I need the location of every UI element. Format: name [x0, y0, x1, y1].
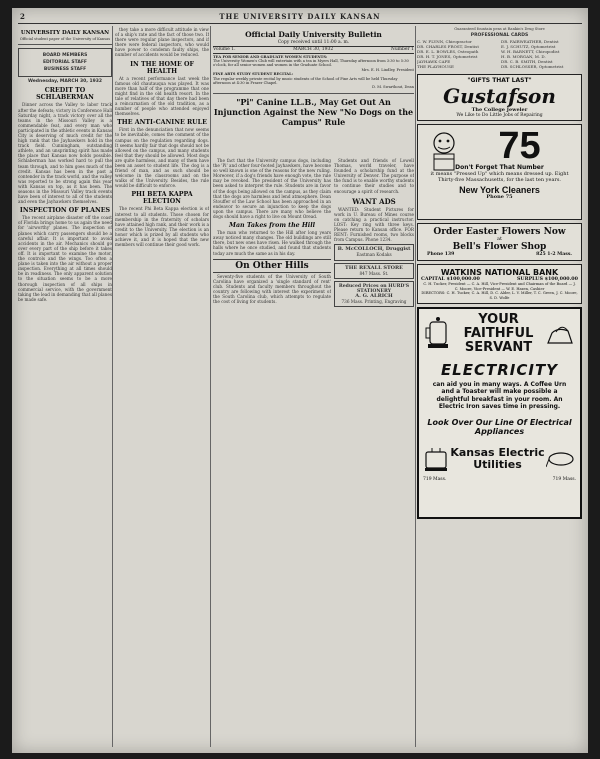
column-2: [115, 27, 209, 747]
bank-directors: DIRECTORS: C. H. Tucker, C. A. Hill, D. C. Alder, L. V. Miller, T. C. Green, J. C. Moore, S. D. Wolfe: [421, 291, 578, 300]
ad-name: Reduced Prices on HURD'S STATIONERY: [338, 283, 410, 294]
card-item: DR. H. T. JONES, Optometrist: [417, 54, 478, 60]
flowers-phone: Phone 139: [427, 252, 455, 258]
servant-line1: YOUR: [478, 311, 519, 327]
cards-right: [501, 40, 582, 69]
company-name: Utilities: [473, 457, 522, 471]
druggist-ad: [334, 244, 414, 260]
article-body: they take a more difficult attitude in view of a ship's rate and the fact of those two. If there were regular plane inspectors, and if there were federal inspectors, who would have power to condemn faulty ships, the number of accidents would be reduced.: [115, 27, 209, 58]
ad-name: B. McCOLLOCH, Druggist: [337, 246, 411, 253]
professional-cards: [417, 40, 582, 69]
waffle-iron-icon: [546, 447, 576, 471]
gustafson-ad: [417, 74, 582, 121]
column-divider: [210, 26, 211, 747]
article-body: At a recent performance last week the famous old chautauqua was played. It was more than half of the programme that one might find in the old health resort. In the tale of relatives of that day there had been a reincarnation of the old tradition, as a number of people who attended enjoyed themselves.: [115, 75, 209, 117]
card-item: DR. FAIRWEATHER, Dentist: [501, 39, 559, 45]
on-other-hills-heading: On Other Hills: [213, 259, 331, 273]
bulletin-item-body: The University Women's Club will entertain with a tea in Myers Hall, Thursday afternoon from 3:30 to 5:30 o'clock, for all senior women and women in the Graduate School.: [213, 59, 409, 68]
want-ads-body: WANTED: Student Pictures for work in U. Bureau of Mines course on catching a practical instructor. LOST: Key ring with three keys. Please return to Kansan office. FOR RENT: Furnished rooms, two blocks from Campus. Phone 1234.: [334, 206, 414, 243]
address-left: 719 Mass.: [423, 476, 447, 482]
canine-headline: "Pi" Canine LL.B., May Get Out An Injunction Against the New "No Dogs on the Campus" Rule: [213, 96, 414, 127]
bulletin-copy-note: Copy received until 11:00 a. m.: [277, 40, 350, 45]
electricity-cta: Look Over Our Line Of Electrical Appliances: [427, 417, 572, 436]
electricity-body: can aid you in many ways. A Coffee Urn and a Toaster will make possible a delightful breakfast in your room. An Electric Iron saves time in pressing.: [432, 380, 567, 411]
paper-subtitle: Official student paper of the University of Kansas: [19, 37, 111, 41]
gustafson-subline: We Like to Do Little Jobs of Repairing: [456, 112, 543, 118]
servant-line3: SERVANT: [464, 339, 533, 355]
cards-left: [417, 40, 498, 69]
bank-ad: [417, 264, 582, 304]
card-item: H. B. MORGAN, M. D.: [501, 54, 546, 60]
article-heading: Man Takes from the Hill: [229, 222, 315, 230]
ad-line: Eastman Kodaks: [356, 252, 392, 258]
card-item: DR. C. B. SMITH, Dentist: [501, 59, 553, 65]
card-item: JAYHAWK CAFE: [417, 59, 451, 65]
card-item: THE PLAYHOUSE: [417, 63, 454, 69]
bank-officers: C. H. Tucker, President — C. A. Hill, Vice-President and Chairman of the Board — J. C. Moore, Vice-President — W. E. Hazen, Cashier: [423, 282, 576, 291]
masthead-rule: [18, 23, 582, 24]
bulletin-item-heading: TEA FOR SENIOR AND GRADUATE WOMEN STUDENTS:: [213, 54, 328, 59]
flowers-shop: Bell's Flower Shop: [452, 242, 547, 253]
bulletin-item-sign: Mrs. E. H. Lindley, President: [361, 67, 414, 72]
ads-column: [417, 27, 582, 747]
paper-name: UNIVERSITY DAILY KANSAN: [20, 30, 110, 36]
toaster-icon: [423, 444, 449, 474]
masthead-title: THE UNIVERSITY DAILY KANSAN: [219, 12, 381, 21]
cleaners-name: New York Cleaners: [459, 185, 540, 196]
column-divider: [415, 26, 416, 747]
flowers-address: 825 1-2 Mass.: [536, 252, 572, 258]
article-heading: INSPECTION OF PLANES: [19, 207, 111, 215]
bank-capital: CAPITAL $100,000.00: [421, 276, 480, 283]
bulletin-number: Number 1: [390, 47, 414, 53]
bulletin-item-heading: FINE ARTS STUDY STUDENT RECITAL:: [213, 72, 293, 77]
card-item: DR. E. L. BOWLES, Osteopath: [417, 49, 479, 55]
iron-icon: [544, 319, 576, 349]
company-name: Kansas Electric: [450, 445, 545, 459]
flowers-headline: Order Easter Flowers Now: [433, 227, 566, 238]
stationery-ad: [334, 281, 414, 307]
card-item: E. J. SCHUTZ, Optometrist: [501, 44, 556, 50]
directory-header: Guaranteed fountain pens at Rankin's Drug Store: [454, 27, 545, 31]
page-number: 2: [20, 12, 25, 21]
cleaners-line1: Don't Forget That Number: [455, 164, 544, 172]
university-bulletin: [213, 27, 414, 129]
article-heading: PHI BETA KAPPA ELECTION: [131, 191, 193, 206]
flowers-ad: [417, 223, 582, 261]
ad-line: 736 Mass. Printing, Engraving: [341, 298, 407, 304]
bulletin-item-body: The regular weekly private recital by music students of the School of Fine Arts will be held Thursday afternoon at 4:30 in Frazer Chapel.: [213, 76, 398, 86]
article-heading: THE ANTI-CANINE RULE: [117, 119, 207, 127]
article-body: First in the denunciation that now seems to be inevitable, comes the comment of the campus on the regulation regarding dogs. It seems hardly fair that dogs should not be allowed on the campus, and many students feel that they should be allowed. Most dogs are quite harmless, and many of them have been an asset to student life. The dog is a friend of man, and as such should be welcome in the classrooms and on the walks of the University. Besides, the rule would be difficult to enforce.: [115, 127, 209, 189]
bank-surplus: SURPLUS $100,000.00: [516, 276, 578, 283]
ad-name: A. G. ALRICH: [355, 292, 393, 299]
address-right: 719 Mass.: [552, 476, 576, 482]
article-body: Seventy-five students of the University of South Carolina have organized a 'single standard of rent' club. Students and faculty members throughout the country are following with interest the experiment of the South Carolina club, which attempts to regulate the cost of living for students.: [213, 273, 331, 305]
article-body: The recent Phi Beta Kappa election is of interest to all students. Those chosen for membership in the fraternity of scholars have attained high rank, and their work is a credit to the University. The election is an honor which is prized by all students who achieve it, and it is hoped that the new members will continue their good work.: [115, 206, 209, 248]
bulletin-item-sign: D. M. Swarthout, Dean: [372, 85, 414, 90]
gustafson-name: Gustafson: [443, 83, 556, 108]
article-body: The man who returned to the Hill after long years away noticed many changes. The old buildings are still there, but new ones have risen. He walked through the halls where he once studied, and found that students today are much the same as in his day.: [213, 230, 331, 256]
card-item: DR. SCHLOSSER, Optometrist: [501, 63, 564, 69]
cleaners-number: 75: [498, 125, 541, 168]
card-item: C. W. FLYNN, Chiropractor: [417, 39, 472, 45]
flowers-at: at: [497, 236, 502, 243]
article-body: Students and friends of Lowell Thomas, world traveler, have founded a scholarship fund at the University of Denver. The purpose of the fund is to enable worthy students to continue their studies and to encourage a spirit of research.: [334, 158, 414, 194]
cleaners-phone: Phone 75: [486, 194, 513, 201]
cleaners-ad: [417, 124, 582, 220]
business-heading: BUSINESS STAFF: [43, 67, 87, 73]
staff-box: [18, 48, 112, 77]
card-item: DR. CHARLES FROST, Dentist: [417, 44, 479, 50]
ad-line: 847 Mass. St.: [359, 270, 389, 276]
article-body: Dinner across the Valley to labor track after the defeats; victory in Conference Hall Saturday night, a track victory over all the teams in the Missouri Valley is a commendable feat, and every man who participated in the athletic events in Kansas City is deserving of much credit for the high rank that the Jayhawkers hold in the track field. Cunningham, outstanding athlete, and an unsprinting spirit has made the place that Kansas now holds possible. Schlaberman has worked hard to pull the team through, and to him goes much of the credit. Kansas has been in the past a contender in the track world, and the valley was reported to be strong again this year with Kansas on top, as it has been. The seasons in the Missouri Valley track events have been of interest to all of the students and even the Jayhawkers themselves.: [18, 102, 112, 205]
electricity-ad: [417, 307, 582, 519]
article-body: The fact that the University campus dogs, including the 'Pi' and other four-footed Jayhawkers, have become so well known is one of the reasons for the new ruling. Moreover, if a dog's friends have enough vote, the rule may be revoked. The president of the University has been asked to interpret the rule. Students are in favor of the dogs being allowed on the campus, as they claim that the dogs are harmless and lend atmosphere. Dean Stouffer of the Law School has been approached in an endeavor to secure an injunction to keep the dogs upon the campus. There are many who believe the dogs should have a right to live on Mount Oread.: [213, 158, 331, 220]
gustafson-tagline: The College Jeweler: [471, 106, 528, 113]
electricity-headline: ELECTRICITY: [440, 360, 559, 379]
article-body: The recent airplane disaster off the coast of Florida brings home to us again the need for 'airworthy' planes. The inspection of planes which carry passengers should be a careful affair. It is important to avoid accidents in the air. Mechanics should go over every part of the ship before it takes off. It is important to examine the motor, the controls and the wings. Too often a plane is taken into the air without a proper inspection. Everything at all times should be in readiness. The only apparent solution to the situation seems to be a more thorough inspection of all ships in commercial service, with the government taking the lead in demanding that all planes be made safe.: [18, 215, 112, 302]
article-heading: IN THE HOME OF HEALTH: [130, 60, 194, 75]
date-line: Wednesday, MARCH 30, 1932: [27, 79, 103, 85]
card-item: W. H. BARNETT, Chiropodist: [501, 49, 560, 55]
column-3: [213, 158, 331, 747]
editorial-heading: EDITORIAL STAFF: [42, 60, 88, 66]
newspaper-page: [12, 8, 588, 753]
board-heading: BOARD MEMBERS: [42, 53, 88, 59]
want-ads-heading: WANT ADS: [352, 196, 396, 206]
bulletin-volume: Volume 1.: [213, 47, 236, 53]
cleaners-line2: it means "Pressed Up" which means dressed up. Eight Thirty-five Massachusetts, for the last ten years.: [430, 171, 569, 184]
rexall-ad: [334, 263, 414, 279]
column-1: [18, 27, 112, 747]
coffee-urn-icon: [423, 314, 453, 354]
article-heading: CREDIT TO SCHLABERMAN: [36, 87, 94, 102]
column-4: [334, 158, 414, 747]
bulletin-date: MARCH 30, 1932: [293, 47, 334, 53]
professional-heading: PROFESSIONAL CARDS: [470, 33, 529, 39]
column-divider: [112, 26, 113, 747]
bank-name: WATKINS NATIONAL BANK: [440, 268, 559, 278]
bulletin-title: Official Daily University Bulletin: [245, 30, 382, 39]
servant-line2: FAITHFUL: [463, 325, 534, 341]
ad-name: THE REXALL STORE: [345, 264, 403, 271]
cleaner-mascot-icon: [424, 129, 464, 175]
gustafson-slogan: "GIFTS THAT LAST": [467, 76, 532, 84]
